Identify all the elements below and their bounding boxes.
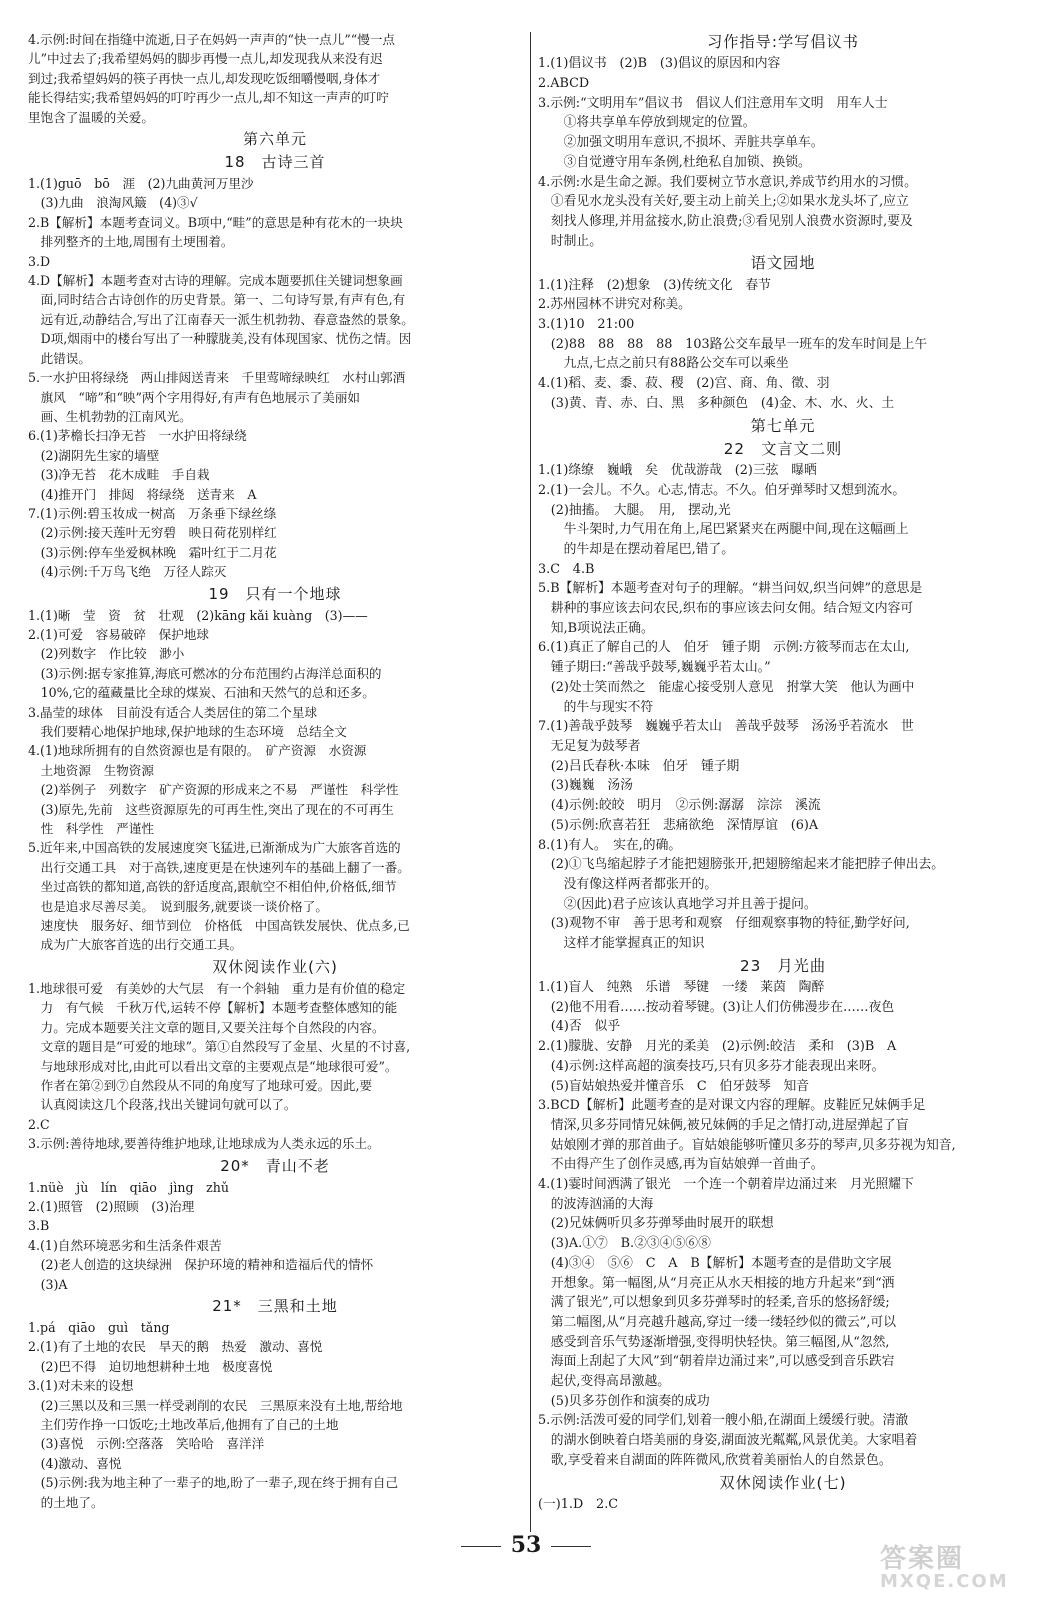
answer-line: 4.(1)稻、麦、黍、菽、稷 (2)宫、商、角、徵、羽 <box>538 376 830 392</box>
answer-line: 4.(1)自然环境恶劣和生活条件艰苦 <box>28 1237 222 1253</box>
answer-line: (5)盲姑娘热爱并懂音乐 C 伯牙鼓琴 知音 <box>538 1078 810 1094</box>
answer-line: (2)巴不得 迫切地想耕种土地 极度喜悦 <box>28 1358 273 1374</box>
answer-line: 旗风 “啼”和“映”两个字用得好,有声有色地展示了美丽如 <box>28 389 361 405</box>
answer-line: 3.(1)10 21:00 <box>538 317 635 333</box>
answer-line: 我们要精心地保护地球,保护地球的生态环境 总结全文 <box>28 724 347 739</box>
answer-line: (4)否 似乎 <box>538 1019 621 1035</box>
answer-line: 文章的题目是“可爱的地球”。第①自然段写了金星、火星的不讨喜, <box>28 1039 411 1055</box>
answer-line: 1.(1)盲人 纯熟 乐谱 琴键 一缕 莱茵 陶醉 <box>538 980 825 996</box>
page-number: 53 <box>510 1532 542 1558</box>
watermark-cn: 答案圈 <box>880 1544 965 1574</box>
answer-line: 1.(1)晰 莹 资 贫 壮观 (2)kāng kǎi kuàng (3)—— <box>28 607 368 623</box>
right-column <box>538 30 1028 1515</box>
section-heading: 20* 青山不老 <box>220 1156 330 1175</box>
answer-line: 力。完成本题要关注文章的题目,又要关注每个自然段的内容。 <box>28 1019 385 1035</box>
answer-line: ③自觉遵守用车条例,杜绝私自加锁、换锁。 <box>538 154 811 170</box>
answer-line: 画、生机勃勃的江南风光。 <box>28 408 192 424</box>
answer-line: 3.BCD【解析】此题考查的是对课文内容的理解。皮鞋匠兄妹俩手足 <box>538 1098 926 1114</box>
answer-line: (5)示例:我为地主种了一辈子的地,盼了一辈子,现在终于拥有自己 <box>28 1475 399 1491</box>
section-heading: 19 只有一个地球 <box>208 584 342 603</box>
answer-line: 4.示例:水是生命之源。我们要树立节水意识,养成节约用水的习惯。 <box>538 174 917 190</box>
answer-line: (2)湖阴先生家的墙壁 <box>28 447 160 463</box>
answer-line: (3)观物不审 善于思考和观察 仔细观察事物的特征,勤学好问, <box>538 916 910 932</box>
section-heading: 第七单元 <box>750 416 816 435</box>
answer-line: 3.C 4.B <box>538 561 595 577</box>
section-heading: 22 文言文二则 <box>723 439 843 458</box>
answer-line: (3)黄、青、赤、白、黑 多种颜色 (4)金、木、水、火、土 <box>538 395 895 411</box>
answer-line: (3)示例:停车坐爱枫林晚 霜叶红于二月花 <box>28 544 277 560</box>
answer-line: 没有像这样两者都张开的。 <box>538 876 718 892</box>
answer-line: 歌,享受着来自湖面的阵阵微风,欣赏着美丽怡人的自然景色。 <box>538 1452 892 1468</box>
answer-line: 出行交通工具 对于高铁,速度更是在快速列车的基础上翻了一番。 <box>28 859 410 875</box>
answer-line: D项,烟雨中的楼台写出了一种朦胧美,没有体现国家、忧伤之情。因 <box>28 331 412 347</box>
answer-line: (3)原先,先前 这些资源原先的可再生性,突出了现在的不可再生 <box>28 801 394 817</box>
answer-line: (一)1.D 2.C <box>538 1496 619 1512</box>
answer-line: 4.(1)地球所拥有的自然资源也是有限的。 矿产资源 水资源 <box>28 743 367 759</box>
answer-line: 开想象。第一幅图,从“月亮正从水天相接的地方升起来”到“洒 <box>538 1275 895 1291</box>
answer-line: 3.B <box>28 1218 50 1234</box>
answer-line: 2.(1)照管 (2)照顾 (3)治理 <box>28 1198 195 1214</box>
answer-line: 2.(1)有了土地的农民 旱天的鹅 热爱 激动、喜悦 <box>28 1339 323 1355</box>
answer-line: (2)88 88 88 88 103路公交车最早一班车的发车时间是上午 <box>538 336 928 352</box>
answer-line: 8.(1)有人。 实在,的确。 <box>538 837 682 853</box>
section-heading: 18 古诗三首 <box>224 153 326 172</box>
section-heading: 习作指导:学写倡议书 <box>707 33 859 51</box>
answer-line: 3.D <box>28 253 51 269</box>
answer-line: (4)激动、喜悦 <box>28 1455 122 1471</box>
section-heading: 双休阅读作业(六) <box>212 957 338 976</box>
answer-line: 3.晶莹的球体 目前没有适合人类居住的第二个星球 <box>28 704 318 720</box>
answer-line: 5.近年来,中国高铁的发展速度突飞猛进,已渐渐成为广大旅客首选的 <box>28 840 401 856</box>
answer-line: 1.(1)注释 (2)想象 (3)传统文化 春节 <box>538 277 771 293</box>
answer-line: 5.一水护田将绿绕 两山排闼送青来 千里莺啼绿映红 水村山郭酒 <box>28 370 406 386</box>
answer-line: 与地球形成对比,由此可以看出文章的主要观点是“地球很可爱”。 <box>28 1058 398 1074</box>
answer-line: (3)巍巍 汤汤 <box>538 778 633 794</box>
answer-line: (4)示例:千万鸟飞绝 万径人踪灭 <box>28 564 227 580</box>
answer-line: 也是追求尽善尽美。 说到服务,就要谈一谈价格了。 <box>28 898 328 914</box>
answer-line: 认真阅读这几个段落,找出关键词句就可以了。 <box>28 1097 297 1113</box>
answer-line: ②(因此)君子应该认真地学习并且善于提问。 <box>538 896 817 912</box>
answer-line: 作者在第②到⑦自然段从不同的角度写了地球可爱。因此,要 <box>28 1077 373 1093</box>
answer-line: (4)③④ ⑤⑥ C A B【解析】本题考查的是借助文字展 <box>538 1255 892 1271</box>
answer-line: 6.(1)真正了解自己的人 伯牙 锺子期 示例:方筱琴而志在太山, <box>538 640 910 656</box>
answer-line: 1.地球很可爱 有美妙的大气层 有一个斜轴 重力是有价值的稳定 <box>28 980 406 996</box>
answer-line: 能长得结实;我希望妈妈的叮咛再少一点儿,却不知这一声声的叮咛 <box>28 90 389 106</box>
answer-line: 1.(1)绦缭 巍峨 矣 优哉游哉 (2)三弦 曝晒 <box>538 463 817 479</box>
answer-line: 3.(1)对未来的设想 <box>28 1378 134 1394</box>
answer-line: (3)示例:据专家推算,海底可燃冰的分布范围约占海洋总面积的 <box>28 665 382 681</box>
answer-line: ①看见水龙头没有关好,要主动上前关上;②如果水龙头坏了,应立 <box>538 194 909 210</box>
answer-line: 的波涛汹涌的大海 <box>538 1196 654 1212</box>
answer-line: 无足复为鼓琴者 <box>538 738 641 754</box>
answer-line: (4)推开门 排闼 将绿绕 送青来 A <box>28 486 257 502</box>
answer-line: 2.(1)朦胧、安静 月光的柔美 (2)示例:皎洁 柔和 (3)B A <box>538 1039 897 1055</box>
answer-line: 2.(1)可爱 容易破碎 保护地球 <box>28 626 209 642</box>
column-divider <box>530 32 531 1532</box>
answer-line: 里饱含了温暖的关爱。 <box>28 109 154 125</box>
section-heading: 23 月光曲 <box>739 956 827 975</box>
answer-line: 7.(1)善哉乎鼓琴 巍巍乎若太山 善哉乎鼓琴 汤汤乎若流水 世 <box>538 719 914 735</box>
answer-line: 10%,它的蕴藏量比全球的煤炭、石油和天然气的总和还多。 <box>28 685 375 701</box>
answer-line: (3)A.①⑦ B.②③④⑤⑥⑧ <box>538 1236 711 1252</box>
answer-line: ②加强文明用车意识,不损坏、弄脏共享单车。 <box>538 135 824 151</box>
answer-line: 排列整齐的土地,周围有土埂围着。 <box>28 234 234 250</box>
answer-line: 起伏,变得高昂激越。 <box>538 1374 671 1390</box>
answer-line: 九点,七点之前只有88路公交车可以乘坐 <box>538 356 789 372</box>
answer-line: 姑娘刚才弹的那首曲子。盲姑娘能够听懂贝多芬的琴声,贝多芬视为知音, <box>538 1137 956 1153</box>
answer-line: 5.B【解析】本题考查对句子的理解。“耕当问奴,织当问婢”的意思是 <box>538 581 923 597</box>
answer-line: (3)净无苔 花木成畦 手自栽 <box>28 467 210 483</box>
answer-line: 力 有气候 千秋万代,运转不停【解析】本题考查整体感知的能 <box>28 1000 398 1016</box>
answer-line: (3)喜悦 示例:空落落 笑哈哈 喜洋洋 <box>28 1436 265 1452</box>
answer-line: 的牛却是在摆动着尾巴,错了。 <box>538 541 735 557</box>
answer-line: 面,同时结合古诗创作的历史背景。第一、二句诗写景,有声有色,有 <box>28 292 406 308</box>
answer-line: 7.(1)示例:碧玉妆成一树高 万条垂下绿丝绦 <box>28 505 277 521</box>
answer-line: 2.苏州园林不讲究对称美。 <box>538 297 691 313</box>
answer-line: 4.示例:时间在指缝中流逝,日子在妈妈一声声的“快一点儿”“慢一点 <box>28 32 396 47</box>
answer-line: 5.示例:活泼可爱的同学们,划着一艘小船,在湖面上缓缓行驶。清澈 <box>538 1413 909 1429</box>
answer-line: 1.(1)倡议书 (2)B (3)倡议的原因和内容 <box>538 56 781 72</box>
answer-line: 这样才能掌握真正的知识 <box>538 936 705 952</box>
answer-line: 2.B【解析】本题考查词义。B项中,“畦”的意思是种有花木的一块块 <box>28 214 403 230</box>
answer-line: (2)三黑以及和三黑一样受剥削的农民 三黑原来没有土地,帮给地 <box>28 1397 403 1413</box>
answer-line: 远有近,动静结合,写出了江南春天一派生机勃勃、春意盎然的景象。 <box>28 311 414 327</box>
answer-line: (4)示例:皎皎 明月 ②示例:潺潺 淙淙 溪流 <box>538 798 821 814</box>
answer-line: 第二幅图,从“月亮越升越高,穿过一缕一缕轻纱似的微云”,可以 <box>538 1314 897 1330</box>
answer-line: (2)处士笑而然之 能虚心接受别人意见 拊掌大笑 他认为画中 <box>538 679 915 695</box>
section-heading: 双休阅读作业(七) <box>719 1473 847 1492</box>
answer-line: 主们劳作挣一口饭吃;土地改革后,他拥有了自己的土地 <box>28 1417 339 1432</box>
section-heading: 语文园地 <box>750 254 816 273</box>
answer-line: 满了银光”,可以想象到贝多芬弹琴时的轻柔,音乐的悠扬舒缓; <box>538 1295 890 1311</box>
section-heading: 第六单元 <box>242 130 307 149</box>
answer-line: 牛斗架时,力气用在角上,尾巴紧紧夹在两腿中间,现在这幅画上 <box>538 522 909 538</box>
footer-dash-left <box>461 1546 501 1547</box>
footer-dash-right <box>551 1546 591 1547</box>
answer-line: 的土地了。 <box>28 1494 104 1510</box>
answer-line: 的湖水倒映着白塔美丽的身姿,湖面波光粼粼,风景优美。大家唱着 <box>538 1433 918 1449</box>
answer-line: 土地资源 生物资源 <box>28 762 154 778</box>
answer-line: (2)兄妹俩听贝多芬弹琴曲时展开的联想 <box>538 1216 774 1232</box>
answer-line: 知,B项说法正确。 <box>538 620 654 636</box>
answer-line: 的牛与现实不符 <box>538 699 654 715</box>
answer-line: (2)举例子 列数字 矿产资源的形成来之不易 严谨性 科学性 <box>28 782 399 798</box>
answer-line: 1.pá qiāo guì tǎng <box>28 1319 170 1335</box>
answer-line: 4.(1)霎时间洒满了银光 一个连一个朝着岸边涌过来 月光照耀下 <box>538 1177 914 1193</box>
answer-line: 情深,贝多芬同情兄妹俩,被兄妹俩的手足之情打动,进屋弹起了盲 <box>538 1117 909 1133</box>
left-column <box>28 30 522 1512</box>
answer-line: (2)他不用看……按动着琴键。(3)让人们仿佛漫步在……夜色 <box>538 999 895 1015</box>
answer-line: (5)贝多芬创作和演奏的成功 <box>538 1393 710 1409</box>
answer-line: (2)抽搐。 大腿。 用, 摆动,光 <box>538 502 731 518</box>
answer-line: 锺子期曰:“善哉乎鼓琴,巍巍乎若太山。” <box>538 660 771 676</box>
answer-line: (2)示例:接天莲叶无穷碧 映日荷花别样红 <box>28 525 277 541</box>
answer-line: (4)示例:这样高超的演奏技巧,只有贝多芬才能表现出来呀。 <box>538 1058 885 1074</box>
watermark-en: MXQE.COM <box>880 1571 1009 1592</box>
answer-line: 成为广大旅客首选的出行交通工具。 <box>28 937 243 953</box>
answer-line: (2)①飞鸟缩起脖子才能把翅膀张开,把翅膀缩起来才能把脖子伸出去。 <box>538 857 945 873</box>
watermark-logo <box>880 1538 1030 1590</box>
answer-line: 时制止。 <box>538 233 602 249</box>
answer-line: 不由得产生了创作灵感,再为盲姑娘弹一首曲子。 <box>538 1157 824 1173</box>
answer-line: (3)A <box>28 1276 68 1292</box>
answer-line: 1.nüè jù lín qiāo jìng zhǔ <box>28 1179 229 1195</box>
answer-line: 速度快 服务好、细节到位 价格低 中国高铁发展快、优点多,已 <box>28 918 410 934</box>
answer-line: (5)示例:欣喜若狂 悲痛欲绝 深情厚谊 (6)A <box>538 817 819 833</box>
answer-line: 刻找人修理,并用盆接水,防止浪费;③看见别人浪费水资源时,要及 <box>538 213 913 229</box>
answer-line: 2.C <box>28 1116 50 1132</box>
answer-line: 耕种的事应该去问农民,织布的事应该去问女佣。结合短文内容可 <box>538 601 914 617</box>
answer-line: 坐过高铁的都知道,高铁的舒适度高,跟航空不相伯仲,价格低,细节 <box>28 879 397 895</box>
answer-line: 感受到音乐气势逐渐增强,变得明快轻快。第三幅图,从“忽然, <box>538 1334 890 1350</box>
answer-line: 儿”中过去了;我希望妈妈的脚步再慢一点儿,却发现我从来没有迟 <box>28 51 383 67</box>
answer-line: 2.(1)一会儿。不久。心志,情志。不久。伯牙弹琴时又想到流水。 <box>538 482 906 498</box>
answer-line: (3)九曲 浪淘风簸 (4)③√ <box>28 195 198 211</box>
answer-line: 3.示例:善待地球,要善待维护地球,让地球成为人类永远的乐土。 <box>28 1136 380 1152</box>
answer-line: (2)老人创造的这块绿洲 保护环境的精神和造福后代的情怀 <box>28 1257 374 1273</box>
answer-line: 性 科学性 严谨性 <box>28 821 154 837</box>
answer-line: 3.示例:“文明用车”倡议书 倡议人们注意用车文明 用车人士 <box>538 95 888 111</box>
answer-line: 海面上刮起了大风”到“朝着岸边涌过来”,可以感受到音乐跌宕 <box>538 1354 895 1370</box>
answer-line: 到过;我希望妈妈的筷子再快一点儿,却发现吃饭细嚼慢咽,身体才 <box>28 70 381 86</box>
answer-line: ①将共享单车停放到规定的位置。 <box>538 115 756 131</box>
section-heading: 21* 三黑和土地 <box>212 1296 338 1315</box>
answer-line: 1.(1)guō bō 涯 (2)九曲黄河万里沙 <box>28 176 254 192</box>
answer-line: (2)吕氏春秋·本味 伯牙 锺子期 <box>538 758 740 774</box>
answer-line: (2)列数字 作比较 渺小 <box>28 646 185 662</box>
answer-line: 6.(1)茅檐长扫净无苔 一水护田将绿绕 <box>28 428 247 444</box>
answer-line: 此错误。 <box>28 350 91 366</box>
answer-line: 2.ABCD <box>538 76 590 91</box>
answer-line: 4.D【解析】本题考查对古诗的理解。完成本题要抓住关键词想象画 <box>28 273 403 289</box>
